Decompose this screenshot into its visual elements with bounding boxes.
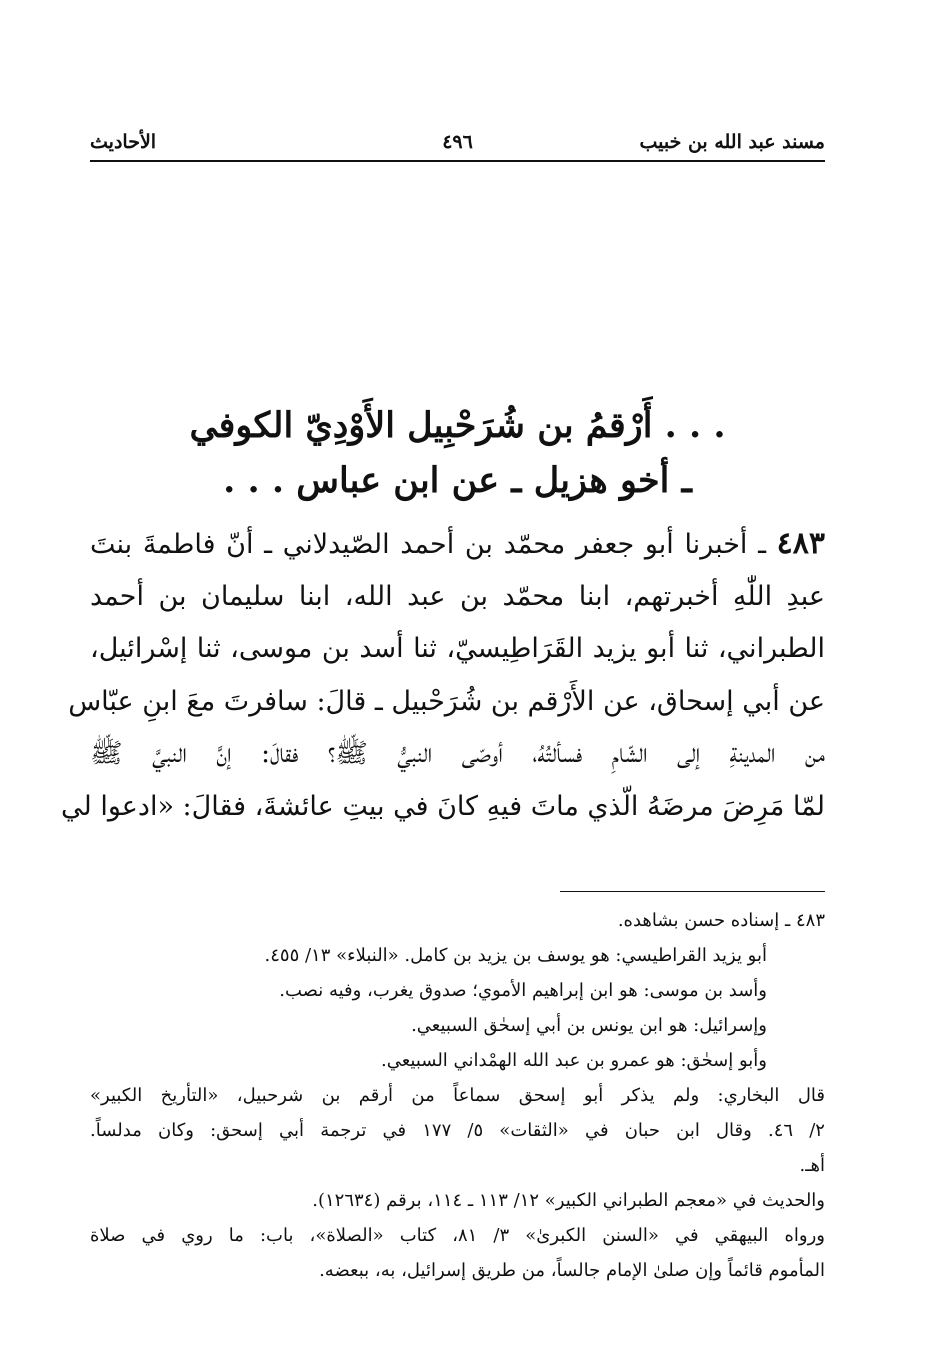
footnote-line: ورواه البيهقي في «السنن الكبرىٰ» ٣/ ٨١، كتاب «الصلاة»، باب: ما روي في صلاة (90, 1225, 825, 1246)
hadith-line: الطبراني، ثنا أبو يزيد القَرَاطِيسيّ، ثنا أسد بن موسى، ثنا إسْرائيل، (90, 633, 825, 664)
footnote-line: أبو يزيد القراطيسي: هو يوسف بن يزيد بن كامل. «النبلاء» ١٣/ ٤٥٥. (264, 945, 767, 966)
running-header (90, 122, 825, 162)
hadith-number: ٤٨٣ (776, 526, 825, 561)
hadith-line: من المدينةِ إلى الشّامِ فسألتُهُ، أوصّى النبيُّ ﷺ؟ فقالَ: إنَّ النبيَّ ﷺ (90, 738, 825, 769)
footnote-line: قال البخاري: ولم يذكر أبو إسحق سماعاً من أرقم بن شرحبيل، «التأريخ الكبير» (90, 1085, 825, 1106)
chapter-heading (90, 398, 825, 508)
footnote-line: المأموم قائماً وإن صلىٰ الإمام جالساً، من طريق إسرائيل، به، ببعضه. (319, 1260, 825, 1281)
footnote-line: والحديث في «معجم الطبراني الكبير» ١٢/ ١١٣ ـ ١١٤، برقم (١٢٦٣٤). (312, 1190, 825, 1211)
book-title: مسند عبد الله بن خبيب (639, 131, 825, 153)
footnote-divider (560, 891, 825, 892)
page-number: ٤٩٦ (442, 131, 473, 153)
footnote-line-text: ـ إسناده حسن بشاهده. (617, 910, 791, 931)
hadith-line-text: ـ أخبرنا أبو جعفر محمّد بن أحمد الصّيدلاني ـ أنّ فاطمةَ بنتَ (90, 529, 766, 560)
hadith-line: عبدِ اللّٰهِ أخبرتهم، ابنا محمّد بن عبد الله، ابنا سليمان بن أحمد (90, 580, 825, 612)
footnotes (90, 903, 825, 1288)
header-divider (90, 160, 825, 162)
footnote-line: وإسرائيل: هو ابن يونس بن أبي إسحٰق السبيعي. (411, 1015, 767, 1036)
footnote-line: أهـ. (799, 1155, 825, 1176)
chapter-heading-line-1: . . . أَرْقمُ بن شُرَحْبِيل الأَوْدِيّ الكوفي (189, 405, 726, 446)
footnote-line: وأبو إسحٰق: هو عمرو بن عبد الله الهمْداني السبيعي. (380, 1050, 767, 1071)
chapter-heading-line-2: ـ أخو هزيل ـ عن ابن عباس . . . (223, 460, 692, 501)
footnote-number: ٤٨٣ (795, 910, 825, 931)
section-name: الأحاديث (90, 131, 157, 153)
hadith-line: عن أبي إسحاق، عن الأَرْقم بن شُرَحْبيل ـ قالَ: سافرتَ معَ ابنِ عبّاس (68, 685, 825, 717)
footnote-line: وأسد بن موسى: هو ابن إبراهيم الأموي؛ صدوق يغرب، وفيه نصب. (279, 980, 767, 1001)
hadith-text (61, 518, 825, 833)
hadith-line: لمّا مَرِضَ مرضَهُ الّذي ماتَ فيهِ كانَ في بيتِ عائشةَ، فقالَ: «ادعوا لي (61, 790, 825, 822)
hadith-line (90, 518, 825, 571)
footnote-line (90, 903, 825, 938)
footnote-line: ٢/ ٤٦. وقال ابن حبان في «الثقات» ٥/ ١٧٧ في ترجمة أبي إسحق: وكان مدلساً. (90, 1120, 825, 1141)
